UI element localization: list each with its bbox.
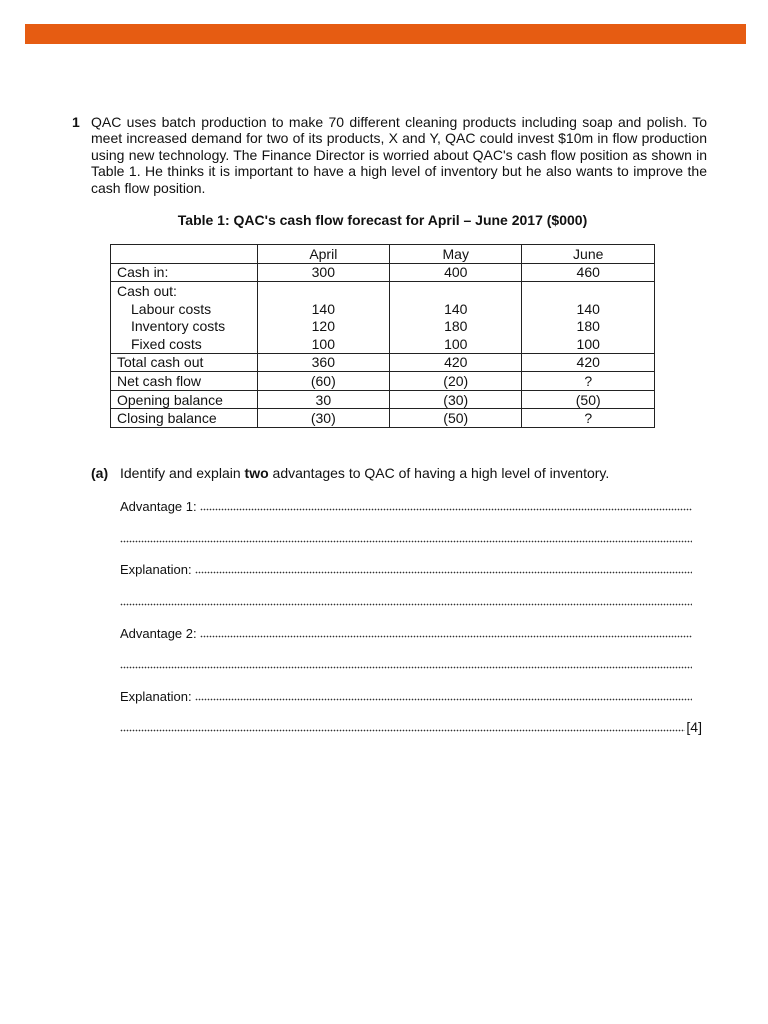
cell-value: 420 xyxy=(390,353,522,372)
cell-value xyxy=(522,282,655,300)
row-label: Cash in: xyxy=(111,263,258,282)
dotted-line xyxy=(200,635,692,638)
marks-allocation: [4] xyxy=(686,719,702,735)
dotted-line xyxy=(195,571,692,574)
table-header-cell: May xyxy=(390,245,522,264)
cell-value xyxy=(390,282,522,300)
cell-value: (50) xyxy=(390,409,522,428)
row-label: Cash out: xyxy=(111,282,258,300)
answer-line-advantage-1[interactable] xyxy=(120,498,692,514)
advantage-2-label: Advantage 2: xyxy=(120,626,197,641)
cell-value: (60) xyxy=(257,372,389,391)
cell-value: 180 xyxy=(390,317,522,335)
cell-value: 100 xyxy=(390,335,522,353)
question-number: 1 xyxy=(72,114,80,130)
cell-value xyxy=(257,282,389,300)
dotted-line xyxy=(120,729,685,732)
row-label: Closing balance xyxy=(111,409,258,428)
table-header-row xyxy=(111,245,655,264)
table-row xyxy=(111,263,655,282)
cell-value: (50) xyxy=(522,390,655,409)
cell-value: 460 xyxy=(522,263,655,282)
row-label: Labour costs xyxy=(111,300,258,318)
part-a-emphasis: two xyxy=(244,465,269,481)
table-row xyxy=(111,409,655,428)
part-a-text-end: advantages to QAC of having a high level of inventory. xyxy=(268,465,610,481)
cell-value: 140 xyxy=(390,300,522,318)
dotted-line xyxy=(120,666,692,669)
dotted-line xyxy=(200,508,692,511)
answer-line-explanation-2[interactable] xyxy=(120,688,692,704)
row-label: Inventory costs xyxy=(111,317,258,335)
answer-line[interactable] xyxy=(120,530,692,546)
cell-value: ? xyxy=(522,372,655,391)
cell-value: 400 xyxy=(390,263,522,282)
cell-value: 30 xyxy=(257,390,389,409)
question-stem: QAC uses batch production to make 70 different cleaning products including soap and polish. To meet increased demand for two of its products, X and Y, QAC could invest $10m in flow production using new technology. The Finance Director is worried about QAC's cash flow position as shown in Table 1. He thinks it is important to have a high level of inventory but he also wants to improve the cash flow position. xyxy=(91,114,707,196)
header-accent-bar xyxy=(25,24,746,44)
cell-value: 180 xyxy=(522,317,655,335)
table-row xyxy=(111,372,655,391)
cell-value: (20) xyxy=(390,372,522,391)
answer-line[interactable] xyxy=(120,719,702,735)
answer-line[interactable] xyxy=(120,656,692,672)
cash-flow-table xyxy=(110,244,655,428)
table-row xyxy=(111,353,655,372)
dotted-line xyxy=(120,540,692,543)
table-row xyxy=(111,282,655,300)
cell-value: 420 xyxy=(522,353,655,372)
row-label: Fixed costs xyxy=(111,335,258,353)
explanation-2-label: Explanation: xyxy=(120,689,192,704)
table-row xyxy=(111,300,655,318)
explanation-1-label: Explanation: xyxy=(120,562,192,577)
part-a-question xyxy=(120,465,609,481)
cell-value: 360 xyxy=(257,353,389,372)
cell-value: (30) xyxy=(257,409,389,428)
part-a-text-start: Identify and explain xyxy=(120,465,245,481)
cell-value: 120 xyxy=(257,317,389,335)
answer-line-explanation-1[interactable] xyxy=(120,561,692,577)
table-row xyxy=(111,317,655,335)
cell-value: ? xyxy=(522,409,655,428)
row-label: Net cash flow xyxy=(111,372,258,391)
row-label: Total cash out xyxy=(111,353,258,372)
table-row xyxy=(111,335,655,353)
part-a-label: (a) xyxy=(91,465,109,481)
cell-value: (30) xyxy=(390,390,522,409)
dotted-line xyxy=(195,698,692,701)
row-label: Opening balance xyxy=(111,390,258,409)
cell-value: 300 xyxy=(257,263,389,282)
cell-value: 140 xyxy=(522,300,655,318)
table-row xyxy=(111,390,655,409)
answer-line[interactable] xyxy=(120,593,692,609)
table-header-cell: April xyxy=(257,245,389,264)
cell-value: 100 xyxy=(522,335,655,353)
table-header-cell: June xyxy=(522,245,655,264)
dotted-line xyxy=(120,603,692,606)
table-title: Table 1: QAC's cash flow forecast for April – June 2017 ($000) xyxy=(177,212,588,228)
cell-value: 100 xyxy=(257,335,389,353)
answer-line-advantage-2[interactable] xyxy=(120,625,692,641)
table-header-cell xyxy=(111,245,258,264)
advantage-1-label: Advantage 1: xyxy=(120,499,197,514)
cell-value: 140 xyxy=(257,300,389,318)
